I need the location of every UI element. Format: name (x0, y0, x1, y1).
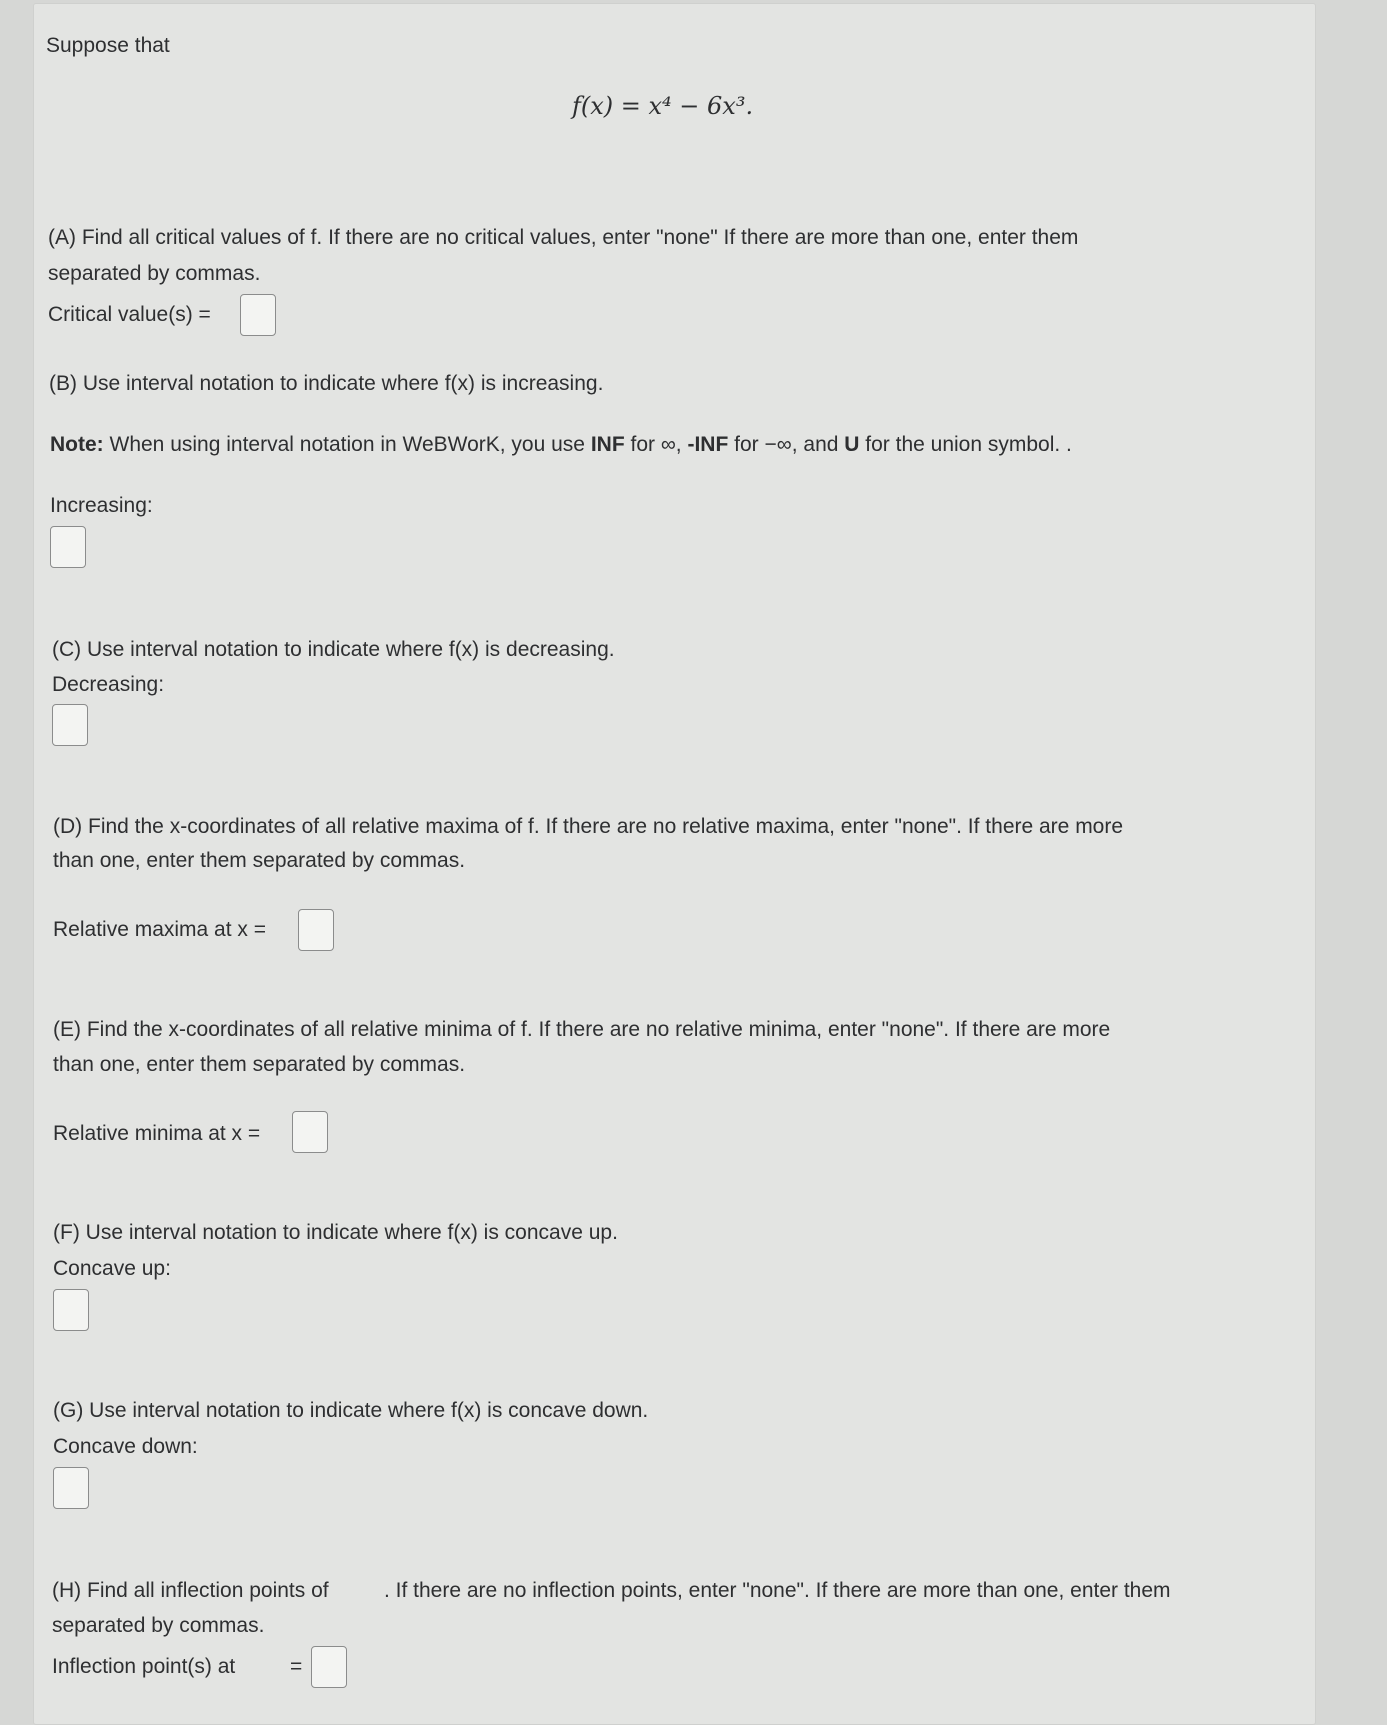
note-text: for −∞, and (728, 433, 845, 456)
decreasing-label: Decreasing: (52, 673, 165, 696)
concave-down-input[interactable] (53, 1467, 89, 1509)
part-h-prompt-rest: . If there are no inflection points, enter "none". If there are more than one, enter them (384, 1579, 1171, 1602)
part-d-prompt: (D) Find the x-coordinates of all relative maxima of f. If there are no relative maxima, enter "none". If there are more (53, 815, 1124, 838)
part-h-prompt: (H) Find all inflection points of (52, 1579, 329, 1602)
inflection-points-label: Inflection point(s) at (52, 1655, 236, 1678)
note-ninf: -INF (687, 433, 729, 456)
inflection-points-input[interactable] (311, 1646, 347, 1688)
part-b-prompt: (B) Use interval notation to indicate where f(x) is increasing. (49, 372, 604, 395)
concave-up-label: Concave up: (53, 1257, 171, 1280)
part-h-prompt-cont: separated by commas. (52, 1614, 265, 1637)
note-text: for ∞, (624, 433, 688, 456)
interval-note (50, 432, 1072, 458)
part-d-prompt-cont: than one, enter them separated by commas. (53, 849, 466, 872)
relative-maxima-label: Relative maxima at x = (53, 918, 266, 941)
part-g-prompt: (G) Use interval notation to indicate where f(x) is concave down. (53, 1399, 649, 1422)
note-inf: INF (590, 433, 625, 456)
relative-minima-input[interactable] (292, 1111, 328, 1153)
part-a-prompt-cont: separated by commas. (48, 262, 261, 285)
concave-down-label: Concave down: (53, 1435, 198, 1458)
critical-values-label: Critical value(s) = (48, 303, 211, 326)
decreasing-input[interactable] (52, 704, 88, 746)
relative-minima-label: Relative minima at x = (53, 1122, 261, 1145)
part-c-prompt: (C) Use interval notation to indicate where f(x) is decreasing. (52, 638, 615, 661)
increasing-label: Increasing: (50, 494, 153, 517)
part-e-prompt: (E) Find the x-coordinates of all relative minima of f. If there are no relative minima, enter "none". If there are more (53, 1018, 1111, 1041)
note-text: for the union symbol. . (859, 433, 1072, 456)
concave-up-input[interactable] (53, 1289, 89, 1331)
part-e-prompt-cont: than one, enter them separated by commas. (53, 1053, 466, 1076)
intro-text: Suppose that (46, 34, 170, 57)
relative-maxima-input[interactable] (298, 909, 334, 951)
part-f-prompt: (F) Use interval notation to indicate where f(x) is concave up. (53, 1221, 618, 1244)
part-a-prompt: (A) Find all critical values of f. If there are no critical values, enter "none" If there are more than one, enter them (48, 226, 1079, 249)
critical-values-input[interactable] (240, 294, 276, 336)
increasing-input[interactable] (50, 526, 86, 568)
note-union: U (844, 433, 860, 456)
note-bold: Note: (50, 433, 104, 456)
function-formula: f(x) = x⁴ − 6x³. (572, 92, 754, 120)
inflection-equals: = (290, 1655, 303, 1678)
note-text: When using interval notation in WeBWorK, you use (103, 433, 591, 456)
